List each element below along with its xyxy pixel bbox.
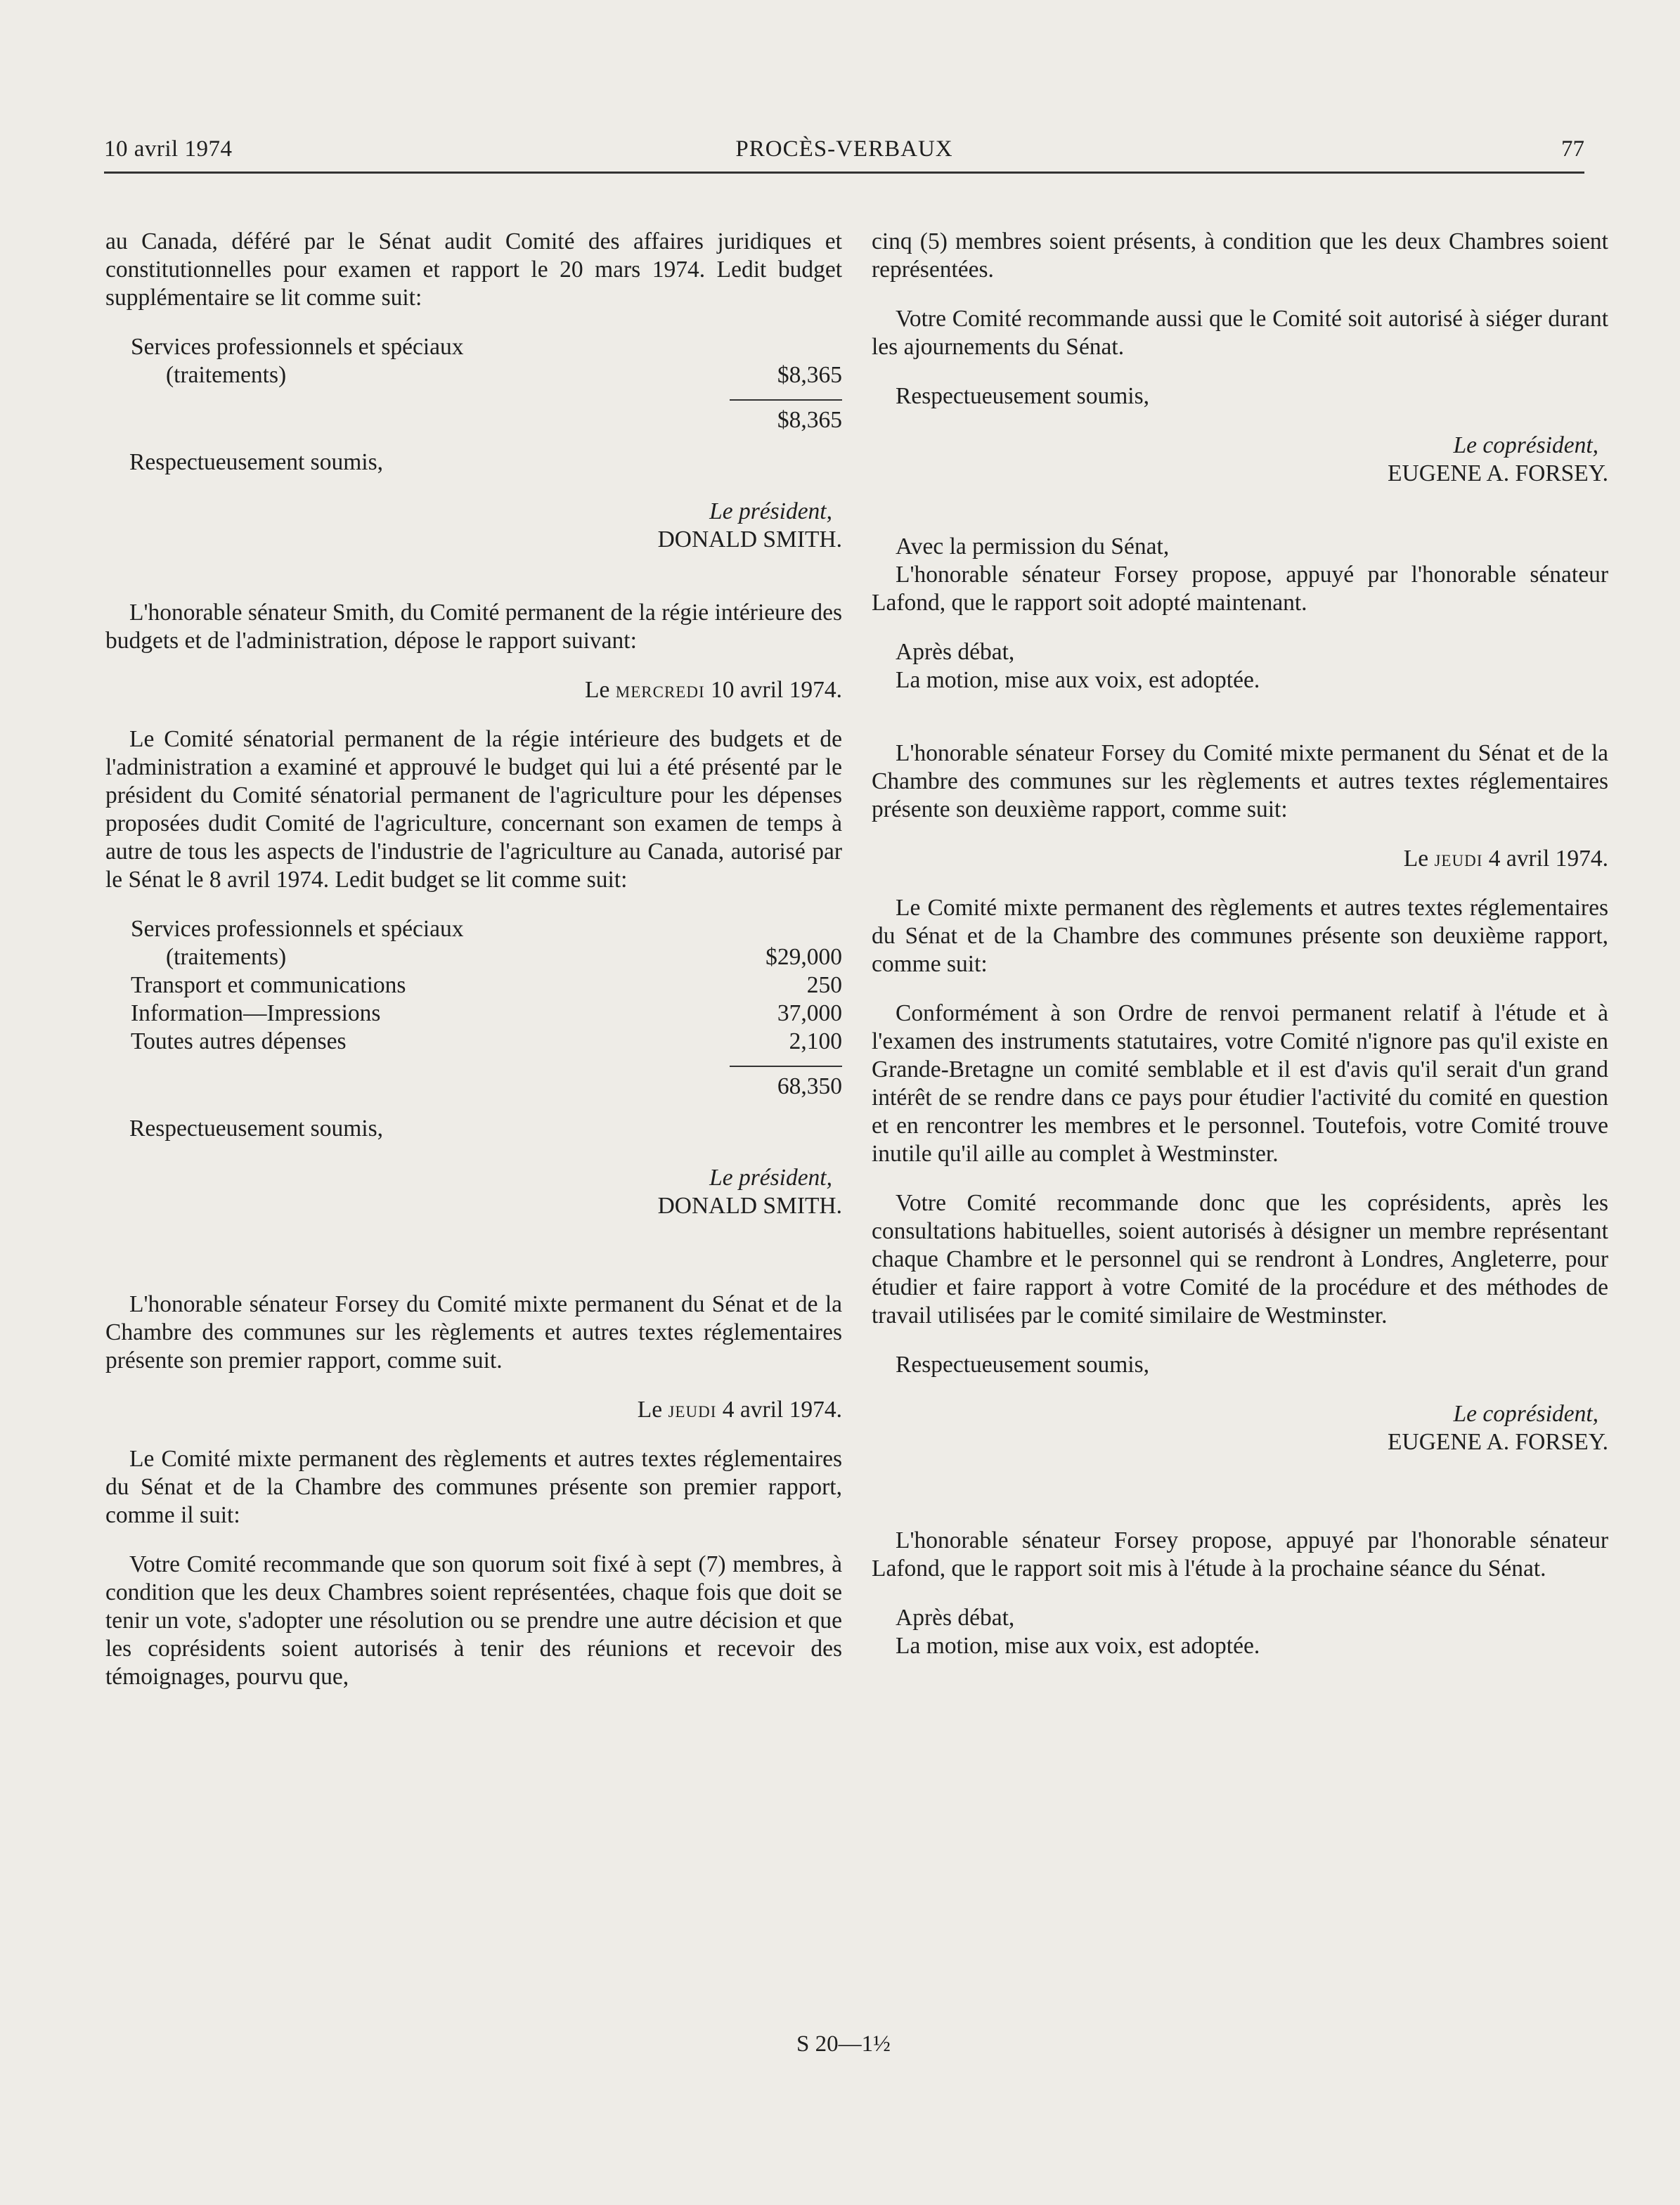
paragraph: Le Comité mixte permanent des règlements et autres textes réglementaires du Sénat et de la Chambre des communes présente son deuxième rapport, comme suit: [872, 895, 1608, 977]
paragraph: Le Comité sénatorial permanent de la régie intérieure des budgets et de l'administration a examiné et approuvé le budget qui lui a été présenté par le président du Comité sénatorial permanent de l'agriculture pour les dépenses proposées dudit Comité de l'agriculture, concernant son examen de temps à autre de tous les aspects de l'industrie de l'agriculture au Canada, autorisé par le Sénat le 8 avril 1974. Ledit budget se lit comme suit: [105, 726, 842, 893]
paragraph: Avec la permission du Sénat, [896, 534, 1170, 560]
page-number: 77 [1561, 136, 1584, 162]
signature-block [872, 1400, 1608, 1456]
signature-block [872, 432, 1608, 488]
paragraph: Conformément à son Ordre de renvoi permanent relatif à l'étude et à l'examen des instruments statutaires, votre Comité n'ignore pas qu'il existe en Grande-Bretagne un comité semblable et il est d'avis qu'il serait d'un grand intérêt de se rendre dans ce pays pour étudier l'activité du comité en question et en rencontrer les membres et le personnel. Toutefois, votre Comité trouve inutile qu'il aille au complet à Westminster. [872, 1000, 1608, 1167]
budget-item-amount: 250 [806, 972, 842, 998]
budget-item-amount: 37,000 [777, 1000, 842, 1026]
paragraph: La motion, mise aux voix, est adoptée. [896, 667, 1260, 693]
header-title: PROCÈS-VERBAUX [735, 136, 953, 162]
dateline: Le jeudi 4 avril 1974. [1403, 846, 1608, 872]
paragraph: La motion, mise aux voix, est adoptée. [896, 1633, 1260, 1659]
paragraph: L'honorable sénateur Forsey du Comité mixte permanent du Sénat et de la Chambre des communes sur les règlements et autres textes réglementaires présente son deuxième rapport, comme suit: [872, 740, 1608, 822]
budget-table-1 [105, 333, 842, 434]
paragraph: Votre Comité recommande que son quorum soit fixé à sept (7) membres, à condition que les deux Chambres soient représentées, chaque fois que doit se tenir un vote, s'adopter une résolution ou se prendre une autre décision et que les coprésidents soient autorisés à tenir des réunions et recevoir des témoignages, pourvu que, [105, 1551, 842, 1690]
closing-line: Respectueusement soumis, [129, 449, 383, 475]
total-rule [730, 399, 842, 401]
total-rule [730, 1066, 842, 1067]
budget-item-label: Services professionnels et spéciaux [131, 334, 464, 360]
left-column [105, 228, 842, 1712]
paragraph: Votre Comité recommande donc que les coprésidents, après les consultations habituelles, soient autorisés à désigner un membre représentant chaque Chambre et le personnel qui se rendront à Londres, Angleterre, pour étudier et faire rapport à votre Comité de la procédure et des méthodes de travail utilisées par le comité similaire de Westminster. [872, 1190, 1608, 1328]
budget-total: 68,350 [777, 1073, 842, 1099]
signature-block [105, 498, 842, 554]
paragraph: Votre Comité recommande aussi que le Comité soit autorisé à siéger durant les ajournements du Sénat. [872, 306, 1608, 360]
paragraph: au Canada, déféré par le Sénat audit Comité des affaires juridiques et constitutionnelles pour examen et rapport le 20 mars 1974. Ledit budget supplémentaire se lit comme suit: [105, 228, 842, 311]
page-header [104, 136, 1584, 174]
budget-item-label: Services professionnels et spéciaux [131, 916, 464, 942]
signature-role: Le président, [709, 1165, 832, 1191]
signature-name: EUGENE A. FORSEY. [1388, 1429, 1608, 1455]
closing-line: Respectueusement soumis, [129, 1116, 383, 1142]
paragraph: L'honorable sénateur Forsey propose, appuyé par l'honorable sénateur Lafond, que le rapport soit mis à l'étude à la prochaine séance du Sénat. [872, 1527, 1608, 1582]
budget-item-amount: 2,100 [789, 1028, 842, 1054]
budget-item-label: (traitements) [166, 944, 287, 970]
dateline: Le jeudi 4 avril 1974. [637, 1397, 842, 1423]
paragraph: Après débat, [896, 1605, 1015, 1631]
signature-role: Le président, [709, 498, 832, 524]
budget-item-label: (traitements) [166, 362, 287, 388]
closing-line: Respectueusement soumis, [896, 383, 1149, 409]
signature-role: Le coprésident, [1453, 1401, 1598, 1427]
paragraph: L'honorable sénateur Forsey propose, appuyé par l'honorable sénateur Lafond, que le rapport soit adopté maintenant. [872, 562, 1608, 616]
closing-line: Respectueusement soumis, [896, 1352, 1149, 1378]
dateline: Le mercredi 10 avril 1974. [585, 677, 842, 703]
paragraph: L'honorable sénateur Smith, du Comité permanent de la régie intérieure des budgets et de l'administration, dépose le rapport suivant: [105, 600, 842, 654]
signature-code: S 20—1½ [796, 2031, 891, 2057]
budget-item-amount: $8,365 [777, 362, 842, 388]
budget-item-label: Transport et communications [131, 972, 406, 998]
signature-block [105, 1164, 842, 1220]
signature-name: DONALD SMITH. [657, 526, 842, 552]
signature-name: DONALD SMITH. [657, 1193, 842, 1219]
budget-item-label: Information—Impressions [131, 1000, 381, 1026]
budget-item-label: Toutes autres dépenses [131, 1028, 347, 1054]
right-column [872, 228, 1608, 1681]
header-date: 10 avril 1974 [104, 136, 233, 162]
signature-role: Le coprésident, [1453, 432, 1598, 458]
paragraph: cinq (5) membres soient présents, à condition que les deux Chambres soient représentées. [872, 228, 1608, 283]
paragraph: Après débat, [896, 639, 1015, 665]
signature-name: EUGENE A. FORSEY. [1388, 460, 1608, 486]
budget-total: $8,365 [777, 407, 842, 433]
paragraph: Le Comité mixte permanent des règlements et autres textes réglementaires du Sénat et de la Chambre des communes présente son premier rapport, comme il suit: [105, 1446, 842, 1528]
paragraph: L'honorable sénateur Forsey du Comité mixte permanent du Sénat et de la Chambre des communes sur les règlements et autres textes réglementaires présente son premier rapport, comme suit. [105, 1291, 842, 1373]
budget-item-amount: $29,000 [765, 944, 842, 970]
budget-table-2 [105, 915, 842, 1101]
